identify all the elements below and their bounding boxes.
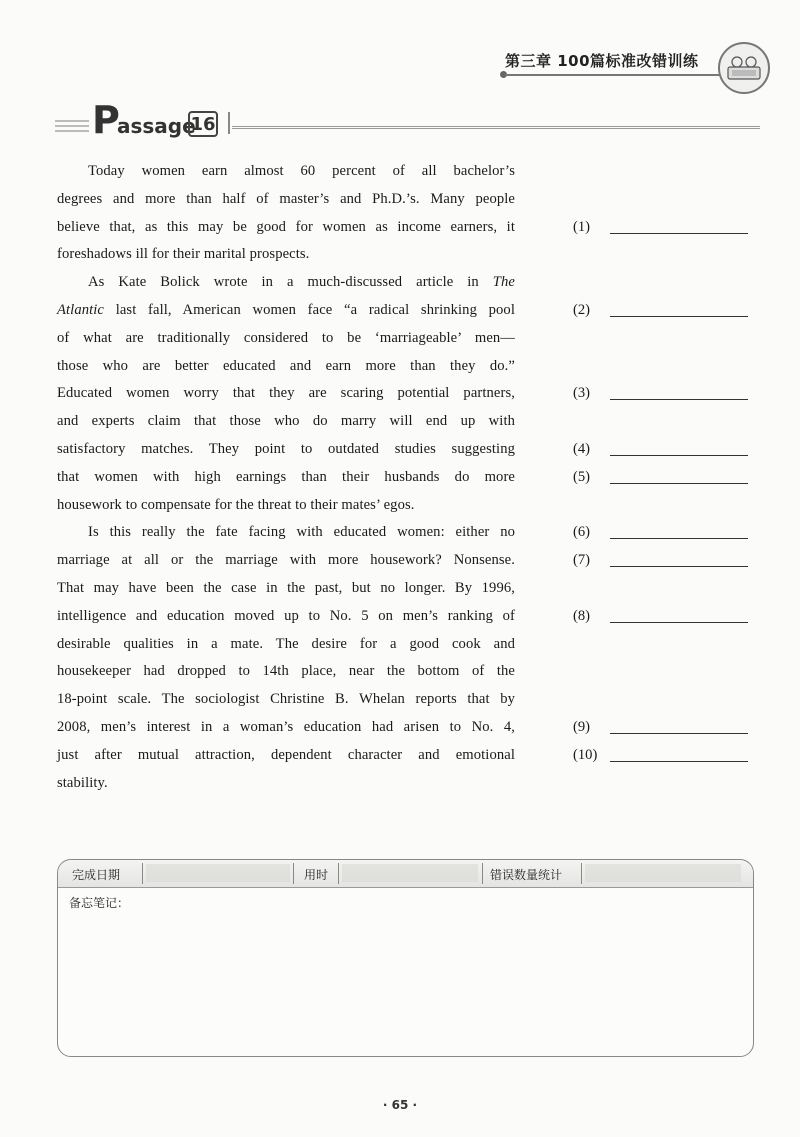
answer-blank[interactable]	[610, 233, 748, 234]
answer-number: (3)	[573, 385, 591, 402]
chapter-title: 第三章 100篇标准改错训练	[505, 52, 699, 70]
text-line: Educated women worry that they are scaring potential partners,	[57, 385, 515, 402]
passage-body	[57, 158, 515, 797]
text-line: 18-point scale. The sociologist Christine B. Whelan reports that by	[57, 691, 515, 708]
text-line: desirable qualities in a mate. The desire for a good cook and	[57, 635, 515, 652]
text-line: That may have been the case in the past, but no longer. By 1996,	[57, 579, 515, 596]
text-line: housework to compensate for the threat to their mates’ egos.	[57, 496, 415, 513]
passage-number-badge: 16	[188, 111, 218, 137]
text-line: satisfactory matches. They point to outdated studies suggesting	[57, 440, 515, 457]
text-line: marriage at all or the marriage with more housework? Nonsense.	[57, 552, 515, 569]
answer-blank[interactable]	[610, 622, 748, 623]
answer-row	[568, 519, 758, 547]
answer-blank[interactable]	[610, 483, 748, 484]
answer-row	[568, 297, 758, 325]
completion-date-label: 完成日期	[72, 868, 121, 882]
divider	[581, 863, 582, 884]
text-line: 2008, men’s interest in a woman’s education had arisen to No. 4,	[57, 718, 515, 735]
answer-blank[interactable]	[610, 566, 748, 567]
error-count-field[interactable]	[585, 864, 741, 882]
notes-header	[58, 860, 753, 888]
answer-row	[568, 214, 758, 242]
answer-number: (4)	[573, 441, 591, 457]
answer-blank[interactable]	[610, 316, 748, 317]
time-used-label: 用时	[304, 868, 329, 882]
answer-row	[568, 603, 758, 631]
answer-blank[interactable]	[610, 399, 748, 400]
text-line: Is this really the fate facing with educated women: either no	[88, 524, 515, 541]
answer-number: (7)	[573, 552, 591, 569]
page-number: · 65 ·	[382, 1098, 418, 1112]
answer-blank[interactable]	[610, 733, 748, 734]
text-line: of what are traditionally considered to be ‘marriageable’ men—	[57, 329, 515, 346]
text-line: foreshadows ill for their marital prospects.	[57, 246, 310, 263]
text-line	[57, 269, 515, 297]
text-line: stability.	[57, 774, 108, 791]
header-rule	[505, 74, 720, 76]
answer-number: (5)	[573, 468, 591, 485]
book-logo-icon	[718, 42, 770, 94]
notes-box	[57, 859, 754, 1057]
answer-row	[568, 714, 758, 742]
divider	[338, 863, 339, 884]
passage-heading-initial: P	[92, 98, 120, 142]
divider	[142, 863, 143, 884]
text-line: those who are better educated and earn more than they do.”	[57, 357, 515, 374]
text-line: and experts claim that those who do marry will end up with	[57, 413, 515, 430]
passage-heading-bracket	[222, 112, 230, 134]
answer-row	[568, 464, 758, 492]
time-used-field[interactable]	[342, 864, 478, 882]
text-line: that women with high earnings than their husbands do more	[57, 468, 515, 485]
text-line: housekeeper had dropped to 14th place, near the bottom of the	[57, 663, 515, 680]
answer-row	[568, 742, 758, 770]
error-count-label: 错误数量统计	[490, 868, 563, 882]
text-line: Today women earn almost 60 percent of all bachelor’s	[88, 163, 515, 179]
divider	[482, 863, 483, 884]
answer-number: (9)	[573, 719, 591, 735]
text-segment: last fall, American women face “a radical shrinking pool	[104, 301, 515, 318]
answer-row	[568, 380, 758, 408]
answer-blank[interactable]	[610, 761, 748, 762]
text-line: just after mutual attraction, dependent character and emotional	[57, 746, 515, 763]
answer-blank[interactable]	[610, 538, 748, 539]
answer-row	[568, 547, 758, 575]
divider	[293, 863, 294, 884]
passage-heading-word: assage	[117, 114, 196, 138]
text-line	[57, 297, 515, 325]
answer-blank[interactable]	[610, 455, 748, 456]
answer-number: (6)	[573, 524, 591, 541]
answer-number: (8)	[573, 607, 591, 624]
answer-number: (2)	[573, 302, 591, 318]
passage-heading-decoration	[55, 120, 89, 134]
text-line: intelligence and education moved up to No. 5 on men’s ranking of	[57, 607, 515, 624]
text-segment: As Kate Bolick wrote in a much-discussed article in	[88, 274, 493, 291]
answer-number: (10)	[573, 746, 598, 763]
answer-row	[568, 436, 758, 464]
completion-date-field[interactable]	[146, 864, 290, 882]
italic-title: The	[492, 274, 515, 291]
text-line: believe that, as this may be good for women as income earners, it	[57, 218, 515, 235]
text-line: degrees and more than half of master’s and Ph.D.’s. Many people	[57, 190, 515, 207]
answer-number: (1)	[573, 218, 591, 235]
passage-heading-rule	[232, 126, 760, 129]
memo-label: 备忘笔记：	[69, 896, 130, 910]
italic-title: Atlantic	[57, 301, 105, 318]
